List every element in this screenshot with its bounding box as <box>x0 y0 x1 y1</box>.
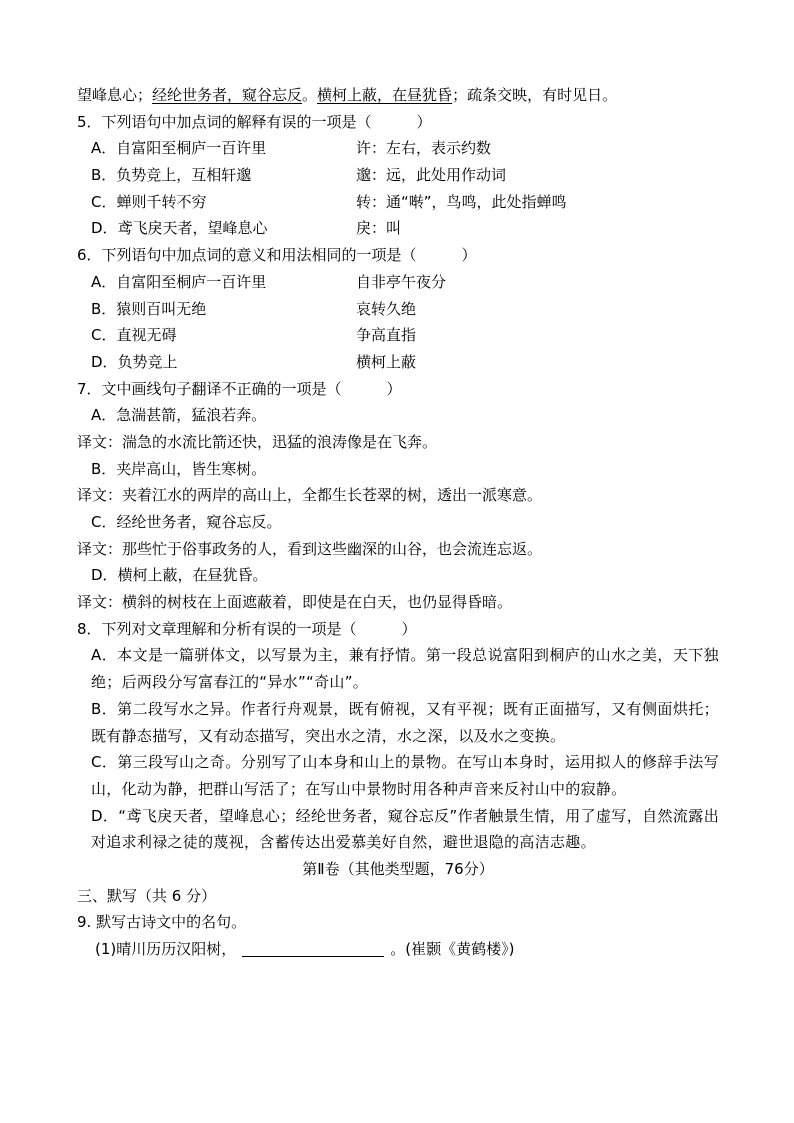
q6-option-b-compare: 哀转久绝 <box>356 299 417 318</box>
q6-option-d <box>77 349 719 376</box>
q5-option-b-text: B．负势竞上，互相轩邈 <box>91 166 252 185</box>
q8-option-c: C．第三段写山之奇。分别写了山本身和山上的景物。在写山本身时，运用拟人的修辞手法写山，化动为静，把群山写活了；在写山中景物时用各种声音来反衬山中的寂静。 <box>91 753 719 798</box>
q5-option-c-text: C．蝉则千转不穷 <box>91 192 207 211</box>
q6-option-d-compare: 横柯上蔽 <box>356 352 417 371</box>
q8-option-a: A．本文是一篇骈体文，以写景为主，兼有抒情。第一段总说富阳到桐庐的山水之美，天下独绝；后两段分写富春江的“异水”“奇山”。 <box>91 646 719 692</box>
part2-title: 第Ⅱ卷（其他类型题，76分） <box>302 860 494 879</box>
q7-option-c-sentence: C．经纶世务者，窥谷忘反。 <box>91 513 282 531</box>
q6-option-c-compare: 争高直指 <box>356 326 417 345</box>
q8-option-b: B．第二段写水之异。作者行舟观景，既有俯视，又有平视；既有正面描写，又有侧面烘托；既有静态描写，又有动态描写，突出水之清，水之深，以及水之变换。 <box>91 699 719 745</box>
q6-option-c-text: C．直视无碍 <box>91 326 177 345</box>
q7-option-d-sentence: D．横柯上蔽，在昼犹昏。 <box>91 566 268 585</box>
q5-option-a-explain: 许：左右，表示约数 <box>356 139 492 158</box>
q5-option-c <box>77 189 719 216</box>
q6-option-b-text: B．猿则百叫无绝 <box>91 299 207 318</box>
exam-page <box>77 82 719 963</box>
q9-item-1-prefix: (1)晴川历历汉阳树， <box>95 940 237 959</box>
q5-option-d-text: D．鸢飞戾天者，望峰息心 <box>91 219 268 238</box>
q7-option-b-sentence: B．夹岸高山，皆生寒树。 <box>91 459 267 478</box>
q6-stem: 6．下列语句中加点词的意义和用法相同的一项是（ ） <box>77 246 477 265</box>
q6-option-d-text: D．负势竞上 <box>91 352 178 371</box>
q5-option-b <box>77 162 719 189</box>
q5-option-d <box>77 215 719 242</box>
q7-option-a-translation: 译文：湍急的水流比箭还快，迅猛的浪涛像是在飞奔。 <box>77 432 438 451</box>
q6-option-a-compare: 自非亭午夜分 <box>356 272 447 291</box>
q9-stem: 9. 默写古诗文中的名句。 <box>77 913 247 932</box>
underlined-sentence-2: 横柯上蔽，在昼犹昏 <box>317 86 453 104</box>
q5-stem: 5．下列语句中加点词的解释有误的一项是（ ） <box>77 112 432 131</box>
q5-option-c-explain: 转：通“啭”，鸟鸣，此处指蝉鸣 <box>356 192 567 211</box>
q8-option-d: D．“鸢飞戾天者，望峰息心；经纶世务者，窥谷忘反”作者触景生情，用了虚写，自然流露出对追求利禄之徒的蔑视，含蓄传达出爱慕美好自然，避世退隐的高洁志趣。 <box>91 806 719 852</box>
q5-option-b-explain: 邈：远，此处用作动词 <box>356 166 507 185</box>
passage-excerpt-line <box>77 82 719 109</box>
q5-option-a <box>77 135 719 162</box>
excerpt-seg-1: 望峰息心； <box>77 86 153 104</box>
q9-item-1-suffix: 。(崔颢《黄鹤楼》) <box>390 940 515 959</box>
q7-stem: 7．文中画线句子翻译不正确的一项是（ ） <box>77 379 402 398</box>
q7-option-a-sentence: A．急湍甚箭，猛浪若奔。 <box>91 406 267 425</box>
q8-stem: 8．下列对文章理解和分析有误的一项是（ ） <box>77 619 417 638</box>
q9-item-1 <box>77 936 719 963</box>
q6-option-c <box>77 322 719 349</box>
q6-option-a <box>77 269 719 296</box>
q6-option-a-text: A．自富阳至桐庐一百许里 <box>91 272 267 291</box>
underlined-sentence-1: 经纶世务者，窥谷忘反 <box>152 86 303 104</box>
excerpt-seg-5: ；疏条交映，有时见日。 <box>452 86 618 104</box>
q5-option-d-explain: 戾：叫 <box>356 219 402 238</box>
q5-option-a-text: A．自富阳至桐庐一百许里 <box>91 139 267 158</box>
q6-option-b <box>77 296 719 323</box>
excerpt-seg-3: 。 <box>302 86 318 104</box>
q7-option-d-translation: 译文：横斜的树枝在上面遮蔽着，即使是在白天，也仍显得昏暗。 <box>77 593 513 612</box>
q7-option-c-translation: 译文：那些忙于俗事政务的人，看到这些幽深的山谷，也会流连忘返。 <box>77 539 543 558</box>
q9-item-1-answer-blank[interactable] <box>242 938 384 957</box>
q7-option-b-translation: 译文：夹着江水的两岸的高山上，全都生长苍翠的树，透出一派寒意。 <box>77 486 543 505</box>
section3-heading: 三、默写（共 6 分） <box>77 886 217 905</box>
